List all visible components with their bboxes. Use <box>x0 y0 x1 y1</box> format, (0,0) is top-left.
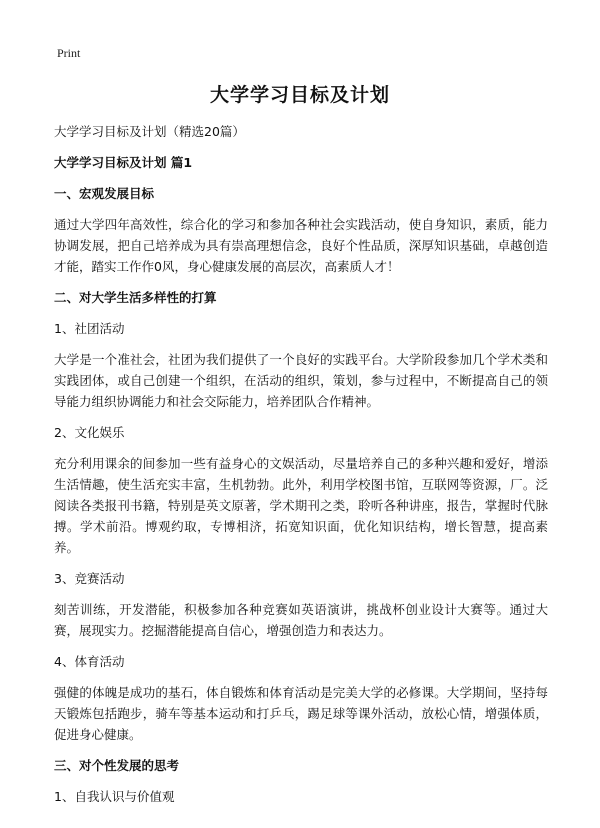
section-heading-2: 二、对大学生活多样性的打算 <box>54 290 217 305</box>
section-heading-3: 三、对个性发展的思考 <box>54 758 180 773</box>
article-body <box>54 121 548 817</box>
subtitle: 大学学习目标及计划（精选20篇） <box>54 124 245 139</box>
sports-paragraph: 强健的体魄是成功的基石，体自锻炼和体育活动是完美大学的必修课。大学期间，坚持每天锻炼包括跑步，骑车等基本运动和打乒乓，踢足球等课外活动，放松心情，增强体质，促进身心健康。 <box>54 685 548 742</box>
section-heading-1: 一、宏观发展目标 <box>54 186 155 201</box>
subheading-culture-entertainment: 2、文化娱乐 <box>54 425 125 440</box>
competitions-paragraph: 刻苦训练，开发潜能，积极参加各种竞赛如英语演讲，挑战杯创业设计大赛等。通过大赛，展现实力。挖掘潜能提高自信心，增强创造力和表达力。 <box>54 602 548 638</box>
club-activities-paragraph: 大学是一个准社会，社团为我们提供了一个良好的实践平台。大学阶段参加几个学术类和实践团体，或自己创建一个组织，在活动的组织，策划，参与过程中，不断提高自己的领导能力组织协调能力和社会交际能力，培养团队合作精神。 <box>54 352 548 409</box>
section-1-paragraph: 通过大学四年高效性，综合化的学习和参加各种社会实践活动，使自身知识，素质，能力协调发展，把自己培养成为具有崇高理想信念，良好个性品质，深厚知识基础，卓越创造才能，踏实工作作0风，身心健康发展的高层次，高素质人才！ <box>54 217 548 274</box>
subheading-sports: 4、体育活动 <box>54 654 125 669</box>
culture-entertainment-paragraph: 充分利用课余的间参加一些有益身心的文娱活动，尽量培养自己的多种兴趣和爱好，增添生活情趣，使生活充实丰富，生机勃勃。此外，利用学校图书馆，互联网等资源，厂。泛阅读各类报刊书籍，特别是英文原著，学术期刊之类，聆听各种讲座，报告，掌握时代脉搏。学术前沿。博观约取，专博相济，拓宽知识面，优化知识结构，增长智慧，提高素养。 <box>54 456 548 555</box>
print-link[interactable]: Print <box>57 46 81 60</box>
article-heading: 大学学习目标及计划 篇1 <box>54 155 193 170</box>
page-title: 大学学习目标及计划 <box>209 84 390 106</box>
subheading-club-activities: 1、社团活动 <box>54 321 125 336</box>
subheading-self-awareness: 1、自我认识与价值观 <box>54 789 175 804</box>
subheading-competitions: 3、竞赛活动 <box>54 571 125 586</box>
